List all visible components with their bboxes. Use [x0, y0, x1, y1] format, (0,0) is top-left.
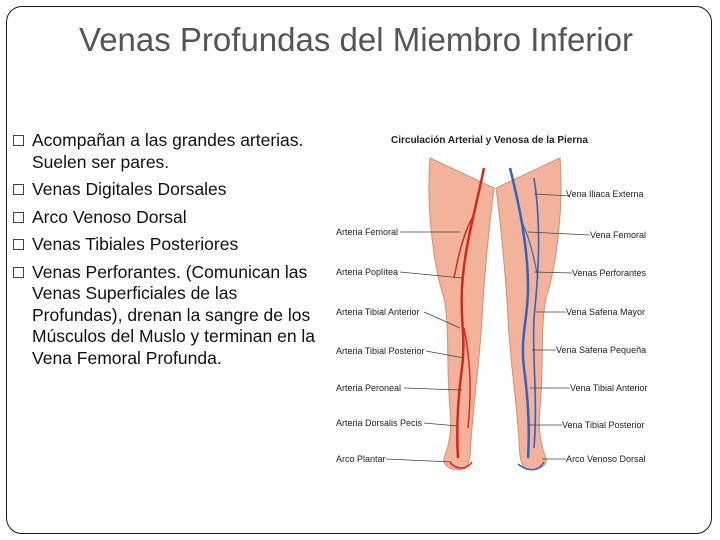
label-arco-venoso-dorsal: Arco Venoso Dorsal: [566, 454, 646, 464]
label-arteria-peroneal: Arteria Peroneal: [336, 383, 402, 393]
label-vena-femoral: Vena Femoral: [590, 230, 647, 240]
label-vena-tibial-anterior: Vena Tibial Anterior: [570, 383, 648, 393]
label-vena-tibial-posterior: Vena Tibial Posterior: [562, 420, 645, 430]
label-arteria-femoral: Arteria Femoral: [336, 227, 399, 237]
figure-title: Circulación Arterial y Venosa de la Pierna: [391, 135, 588, 146]
label-vena-safena-pequena: Vena Safena Pequeña: [556, 345, 647, 355]
bullet-item: [12, 179, 330, 201]
label-arteria-dorsalis-pecis: Arteria Dorsalis Pecis: [336, 418, 423, 428]
bullet-item: [12, 130, 330, 173]
bullet-checkbox-icon: [13, 184, 24, 195]
slide-title: Venas Profundas del Miembro Inferior: [79, 21, 633, 58]
bullet-item: [12, 207, 330, 229]
label-vena-safena-mayor: Vena Safena Mayor: [566, 307, 646, 317]
bullet-text: Venas Tibiales Posteriores: [32, 234, 239, 254]
bullet-item: [12, 234, 330, 256]
label-venas-perforantes: Venas Perforantes: [572, 268, 647, 278]
bullet-item: [12, 262, 330, 370]
bullet-checkbox-icon: [13, 135, 24, 146]
bullet-text: Venas Perforantes. (Comunican las Venas Superficiales de las Profundas), drenan la sangre de los Músculos del Muslo y terminan en la Vena Femoral Profunda.: [32, 261, 316, 368]
label-arteria-poplitea: Arteria Poplítea: [336, 267, 399, 277]
bullet-text: Acompañan a las grandes arterias. Suelen ser pares.: [32, 130, 304, 172]
label-arteria-tibial-anterior: Arteria Tibial Anterior: [336, 307, 420, 317]
leg-circulation-figure: [334, 128, 654, 478]
bullet-text: Arco Venoso Dorsal: [32, 206, 187, 227]
bullet-checkbox-icon: [13, 212, 24, 223]
label-vena-iliaca-externa: Vena Iliaca Externa: [566, 189, 644, 199]
bullet-checkbox-icon: [13, 267, 24, 278]
bullet-checkbox-icon: [13, 239, 24, 250]
bullet-list: [12, 130, 330, 375]
label-arco-plantar: Arco Plantar: [336, 454, 386, 464]
bullet-text: Venas Digitales Dorsales: [32, 179, 227, 199]
label-arteria-tibial-posterior: Arteria Tibial Posterior: [336, 346, 425, 356]
